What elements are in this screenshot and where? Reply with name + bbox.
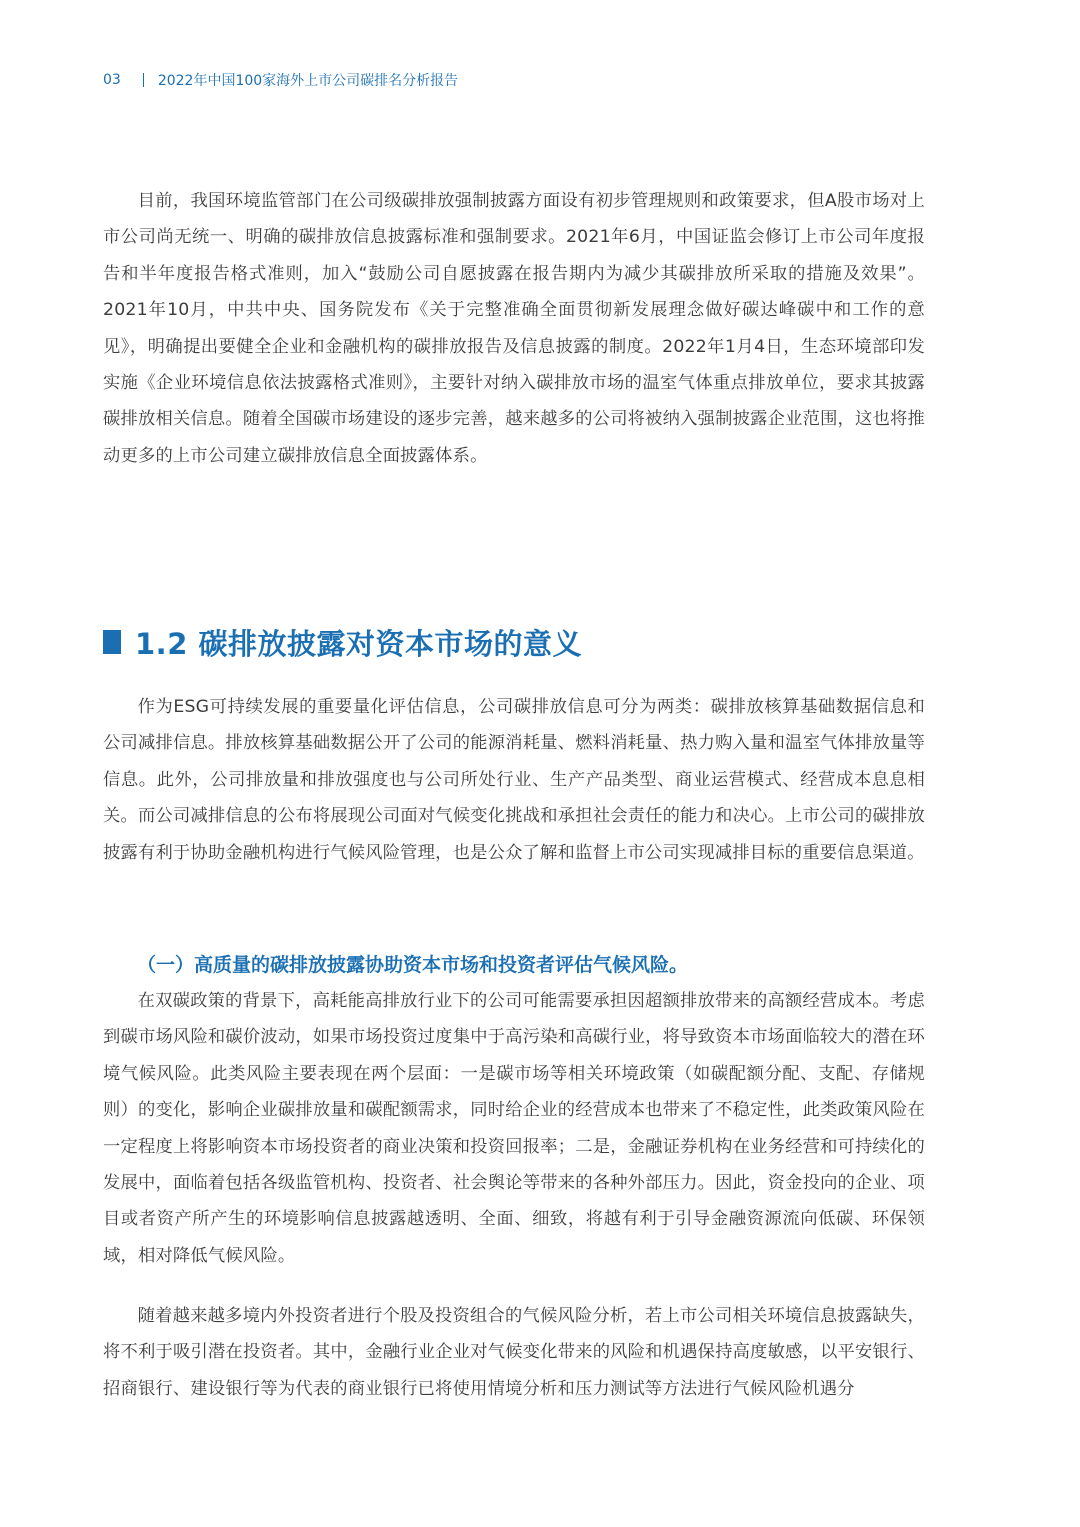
closing-paragraph: 随着越来越多境内外投资者进行个股及投资组合的气候风险分析，若上市公司相关环境信息披露缺失，将不利于吸引潜在投资者。其中，金融行业企业对气候变化带来的风险和机遇保持高度敏感，以平安银行、招商银行、建设银行等为代表的商业银行已将使用情境分析和压力测试等方法进行气候风险机遇分 <box>103 1306 925 1399</box>
header-divider <box>143 73 144 87</box>
section-intro-paragraph: 作为ESG可持续发展的重要量化评估信息，公司碳排放信息可分为两类：碳排放核算基础数据信息和公司减排信息。排放核算基础数据公开了公司的能源消耗量、燃料消耗量、热力购入量和温室气体排放量等信息。此外，公司排放量和排放强度也与公司所处行业、生产产品类型、商业运营模式、经营成本息息相关。而公司减排信息的公布将展现公司面对气候变化挑战和承担社会责任的能力和决心。上市公司的碳排放披露有利于协助金融机构进行气候风险管理，也是公众了解和监督上市公司实现减排目标的重要信息渠道。 <box>103 697 925 863</box>
page-number: 03 <box>103 72 121 88</box>
page-header <box>103 69 458 91</box>
subheading: （一）高质量的碳排放披露协助资本市场和投资者评估气候风险。 <box>137 954 689 976</box>
intro-paragraph: 目前，我国环境监管部门在公司级碳排放强制披露方面设有初步管理规则和政策要求，但A股市场对上市公司尚无统一、明确的碳排放信息披露标准和强制要求。2021年6月，中国证监会修订上市公司年度报告和半年度报告格式准则，加入“鼓励公司自愿披露在报告期内为减少其碳排放所采取的措施及效果”。2021年10月，中共中央、国务院发布《关于完整准确全面贯彻新发展理念做好碳达峰碳中和工作的意见》，明确提出要健全企业和金融机构的碳排放报告及信息披露的制度。2022年1月4日，生态环境部印发实施《企业环境信息依法披露格式准则》，主要针对纳入碳排放市场的温室气体重点排放单位，要求其披露碳排放相关信息。随着全国碳市场建设的逐步完善，越来越多的公司将被纳入强制披露企业范围，这也将推动更多的上市公司建立碳排放信息全面披露体系。 <box>103 191 925 466</box>
section-heading <box>103 622 582 662</box>
sub1-block <box>103 983 925 1274</box>
section-intro-block <box>103 689 925 871</box>
intro-block <box>103 183 925 474</box>
closing-block <box>103 1298 925 1407</box>
section-title: 1.2 碳排放披露对资本市场的意义 <box>135 626 582 661</box>
section-marker <box>103 630 121 654</box>
report-title: 2022年中国100家海外上市公司碳排名分析报告 <box>157 73 459 89</box>
sub1-paragraph: 在双碳政策的背景下，高耗能高排放行业下的公司可能需要承担因超额排放带来的高额经营成本。考虑到碳市场风险和碳价波动，如果市场投资过度集中于高污染和高碳行业，将导致资本市场面临较大的潜在环境气候风险。此类风险主要表现在两个层面：一是碳市场等相关环境政策（如碳配额分配、支配、存储规则）的变化，影响企业碳排放量和碳配额需求，同时给企业的经营成本也带来了不稳定性，此类政策风险在一定程度上将影响资本市场投资者的商业决策和投资回报率；二是，金融证券机构在业务经营和可持续化的发展中，面临着包括各级监管机构、投资者、社会舆论等带来的各种外部压力。因此，资金投向的企业、项目或者资产所产生的环境影响信息披露越透明、全面、细致，将越有利于引导金融资源流向低碳、环保领域，相对降低气候风险。 <box>103 991 925 1266</box>
